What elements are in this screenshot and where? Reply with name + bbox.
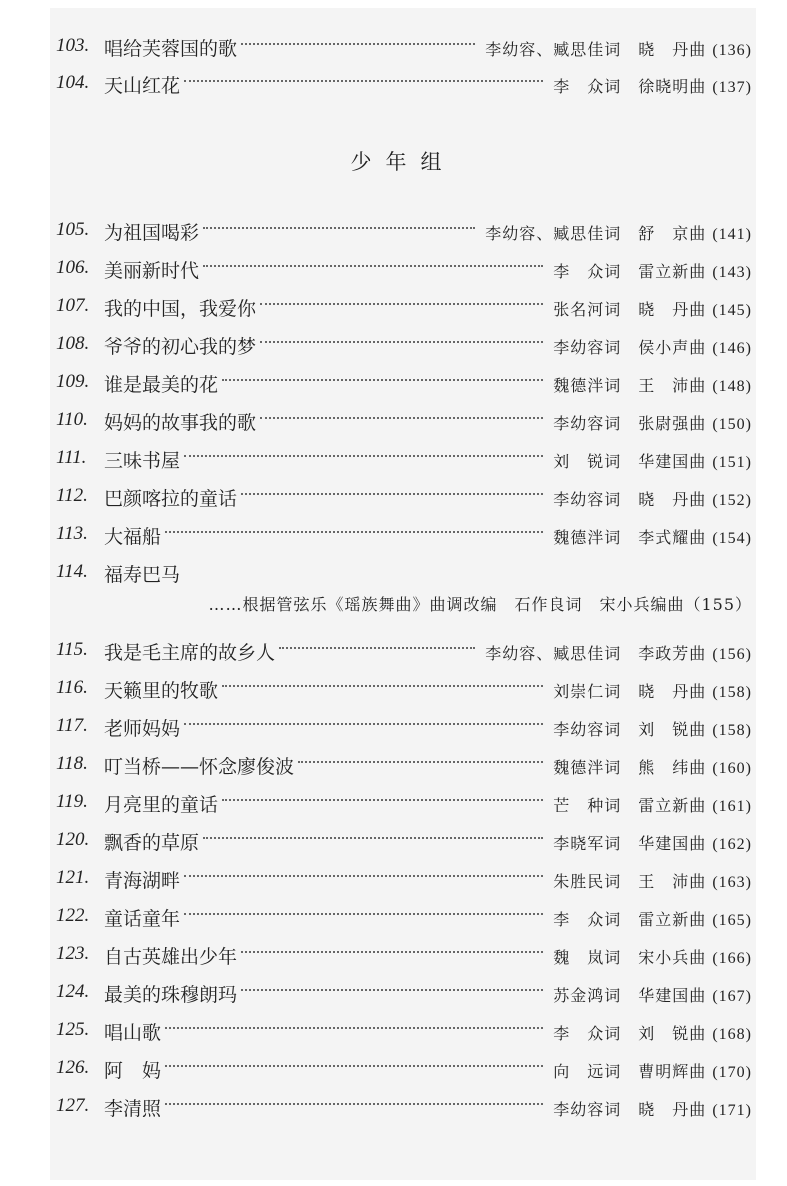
entry-title: 童话童年 (104, 908, 181, 930)
section-title: 少年组 (350, 150, 456, 174)
entry-authors: 魏 岚词 宋小兵曲 (553, 948, 707, 967)
entry-page-number: (167) (712, 988, 752, 1005)
entry-number: 118. (56, 753, 88, 774)
entry-credits (553, 1097, 752, 1120)
toc-page (50, 8, 756, 1180)
leader-dots (184, 79, 543, 82)
entry-credits (553, 411, 752, 434)
entry-subline: ……根据管弦乐《瑶族舞曲》曲调改编 石作良词 宋小兵编曲（155） (208, 595, 752, 614)
entry-title: 天籁里的牧歌 (104, 680, 219, 702)
entry-title: 美丽新时代 (104, 260, 200, 282)
entry-authors: 李幼容、臧思佳词 舒 京曲 (485, 224, 707, 243)
entry-page-number: (161) (712, 798, 752, 815)
leader-dots (165, 1026, 543, 1029)
entry-authors: 李幼容词 张尉强曲 (553, 414, 707, 433)
entry-authors: 向 远词 曹明辉曲 (553, 1062, 707, 1081)
entry-authors: 朱胜民词 王 沛曲 (553, 872, 707, 891)
entry-credits (553, 907, 752, 930)
entry-page-number: (141) (712, 226, 752, 243)
entry-page-number: (156) (712, 646, 752, 663)
entry-title: 我的中国，我爱你 (104, 298, 257, 320)
entry-title: 大福船 (104, 526, 162, 548)
toc-entry (50, 746, 756, 782)
leader-dots (184, 874, 543, 877)
entry-page-number: (162) (712, 836, 752, 853)
toc-entry (50, 974, 756, 1010)
toc-entry (50, 1012, 756, 1048)
entry-authors: 魏德泮词 李式耀曲 (553, 528, 707, 547)
entry-title: 爷爷的初心我的梦 (104, 336, 257, 358)
entry-page-number: (152) (712, 492, 752, 509)
entry-credits (485, 221, 752, 244)
entry-credits (553, 983, 752, 1006)
entry-authors: 李幼容词 晓 丹曲 (553, 1100, 707, 1119)
entry-title: 月亮里的童话 (104, 794, 219, 816)
entry-page-number: (171) (712, 1102, 752, 1119)
toc-entry (50, 1050, 756, 1086)
entry-number: 126. (56, 1057, 90, 1078)
entry-page-number: (154) (712, 530, 752, 547)
leader-dots (298, 760, 543, 763)
entry-page-number: (143) (712, 264, 752, 281)
entry-title: 自古英雄出少年 (104, 946, 238, 968)
entry-credits (553, 755, 752, 778)
toc-entry (50, 326, 756, 362)
toc-entry (50, 288, 756, 324)
entry-number: 110. (56, 409, 88, 430)
entry-authors: 李幼容、臧思佳词 李政芳曲 (485, 644, 707, 663)
entry-number: 115. (56, 639, 88, 660)
leader-dots (241, 988, 543, 991)
entry-number: 106. (56, 257, 90, 278)
entry-credits (553, 679, 752, 702)
leader-dots (165, 1102, 543, 1105)
entry-title: 三味书屋 (104, 450, 181, 472)
entry-number: 123. (56, 943, 90, 964)
toc-entry (50, 440, 756, 476)
entry-number: 117. (56, 715, 88, 736)
leader-dots (241, 492, 543, 495)
entry-authors: 李 众词 雷立新曲 (553, 262, 707, 281)
entry-page-number: (166) (712, 950, 752, 967)
leader-dots (184, 454, 543, 457)
entry-credits (485, 641, 752, 664)
toc-entry (50, 402, 756, 438)
entry-number: 103. (56, 35, 90, 56)
entry-title: 阿 妈 (104, 1060, 162, 1082)
leader-dots (222, 378, 543, 381)
entry-number: 107. (56, 295, 90, 316)
entry-authors: 苏金鸿词 华建国曲 (553, 986, 707, 1005)
toc-entry (50, 898, 756, 934)
entry-page-number: (163) (712, 874, 752, 891)
entry-page-number: (158) (712, 684, 752, 701)
leader-dots (222, 684, 543, 687)
leader-dots (203, 836, 543, 839)
entry-number: 108. (56, 333, 90, 354)
leader-dots (222, 798, 543, 801)
leader-dots (279, 646, 475, 649)
entry-authors: 李幼容、臧思佳词 晓 丹曲 (485, 40, 707, 59)
entry-title: 飘香的草原 (104, 832, 200, 854)
leader-dots (184, 722, 543, 725)
entry-authors: 魏德泮词 王 沛曲 (553, 376, 707, 395)
entry-number: 109. (56, 371, 90, 392)
entry-title: 唱山歌 (104, 1022, 162, 1044)
entry-title: 叮当桥——怀念廖俊波 (104, 756, 295, 778)
entry-page-number: (158) (712, 722, 752, 739)
entry-page-number: (150) (712, 416, 752, 433)
entry-authors: 李 众词 雷立新曲 (553, 910, 707, 929)
entry-credits (553, 831, 752, 854)
toc-entry (50, 632, 756, 668)
entry-title: 福寿巴马 (104, 564, 181, 586)
entry-title: 谁是最美的花 (104, 374, 219, 396)
toc-entry (50, 554, 756, 590)
entry-credits (553, 1059, 752, 1082)
toc-entry (50, 670, 756, 706)
entry-title: 唱给芙蓉国的歌 (104, 38, 238, 60)
entry-number: 105. (56, 219, 90, 240)
entry-credits (553, 373, 752, 396)
entry-title: 巴颜喀拉的童话 (104, 488, 238, 510)
toc-entry (50, 1088, 756, 1124)
toc-entry (50, 250, 756, 286)
entry-authors: 张名河词 晓 丹曲 (553, 300, 707, 319)
leader-dots (165, 530, 543, 533)
entry-number: 112. (56, 485, 88, 506)
leader-dots (203, 264, 543, 267)
toc-entry (50, 936, 756, 972)
entry-authors: 李 众词 徐晓明曲 (553, 77, 707, 96)
entry-title: 最美的珠穆朗玛 (104, 984, 238, 1006)
entry-title: 我是毛主席的故乡人 (104, 642, 276, 664)
entry-credits (553, 793, 752, 816)
entry-credits (553, 449, 752, 472)
entry-credits (485, 37, 752, 60)
leader-dots (203, 226, 475, 229)
toc-entry (50, 212, 756, 248)
toc-entry (50, 708, 756, 744)
leader-dots (165, 1064, 543, 1067)
leader-dots (260, 302, 543, 305)
entry-authors: 芒 种词 雷立新曲 (553, 796, 707, 815)
leader-dots (241, 950, 543, 953)
entry-credits (553, 525, 752, 548)
leader-dots (184, 912, 543, 915)
entry-number: 104. (56, 72, 90, 93)
entry-credits (553, 1021, 752, 1044)
entry-credits (553, 717, 752, 740)
toc-entry (50, 822, 756, 858)
entry-number: 121. (56, 867, 90, 888)
entry-number: 111. (56, 447, 87, 468)
entry-title: 李清照 (104, 1098, 162, 1120)
entry-authors: 李晓军词 华建国曲 (553, 834, 707, 853)
entry-authors: 李幼容词 侯小声曲 (553, 338, 707, 357)
leader-dots (241, 42, 475, 45)
entry-title: 青海湖畔 (104, 870, 181, 892)
entry-page-number: (136) (712, 42, 752, 59)
entry-title: 老师妈妈 (104, 718, 181, 740)
entry-title: 为祖国喝彩 (104, 222, 200, 244)
entry-page-number: (165) (712, 912, 752, 929)
entry-title: 妈妈的故事我的歌 (104, 412, 257, 434)
entry-page-number: (137) (712, 79, 752, 96)
entry-number: 124. (56, 981, 90, 1002)
toc-entry (50, 784, 756, 820)
entry-authors: 刘崇仁词 晓 丹曲 (553, 682, 707, 701)
toc-entry (50, 516, 756, 552)
entry-number: 114. (56, 561, 88, 582)
entry-page-number: (145) (712, 302, 752, 319)
leader-dots (260, 416, 543, 419)
entry-number: 113. (56, 523, 88, 544)
entry-credits (553, 335, 752, 358)
entry-page-number: (170) (712, 1064, 752, 1081)
toc-entry (50, 478, 756, 514)
toc-entry (50, 65, 756, 101)
entry-number: 127. (56, 1095, 90, 1116)
entry-number: 116. (56, 677, 88, 698)
leader-dots (260, 340, 543, 343)
entry-credits (553, 297, 752, 320)
entry-credits (553, 945, 752, 968)
entry-number: 120. (56, 829, 90, 850)
entry-authors: 李 众词 刘 锐曲 (553, 1024, 707, 1043)
entry-credits (553, 74, 752, 97)
toc-entry (50, 860, 756, 896)
entry-authors: 李幼容词 刘 锐曲 (553, 720, 707, 739)
entry-page-number: (160) (712, 760, 752, 777)
entry-page-number: (148) (712, 378, 752, 395)
entry-authors: 魏德泮词 熊 纬曲 (553, 758, 707, 777)
entry-number: 122. (56, 905, 90, 926)
entry-authors: 李幼容词 晓 丹曲 (553, 490, 707, 509)
entry-page-number: (151) (712, 454, 752, 471)
entry-number: 119. (56, 791, 88, 812)
toc-entry (50, 364, 756, 400)
entry-authors: 刘 锐词 华建国曲 (553, 452, 707, 471)
entry-credits (553, 487, 752, 510)
entry-page-number: (146) (712, 340, 752, 357)
entry-number: 125. (56, 1019, 90, 1040)
entry-page-number: (168) (712, 1026, 752, 1043)
toc-entry (50, 28, 756, 64)
entry-title: 天山红花 (104, 75, 181, 97)
entry-credits (553, 259, 752, 282)
entry-credits (553, 869, 752, 892)
